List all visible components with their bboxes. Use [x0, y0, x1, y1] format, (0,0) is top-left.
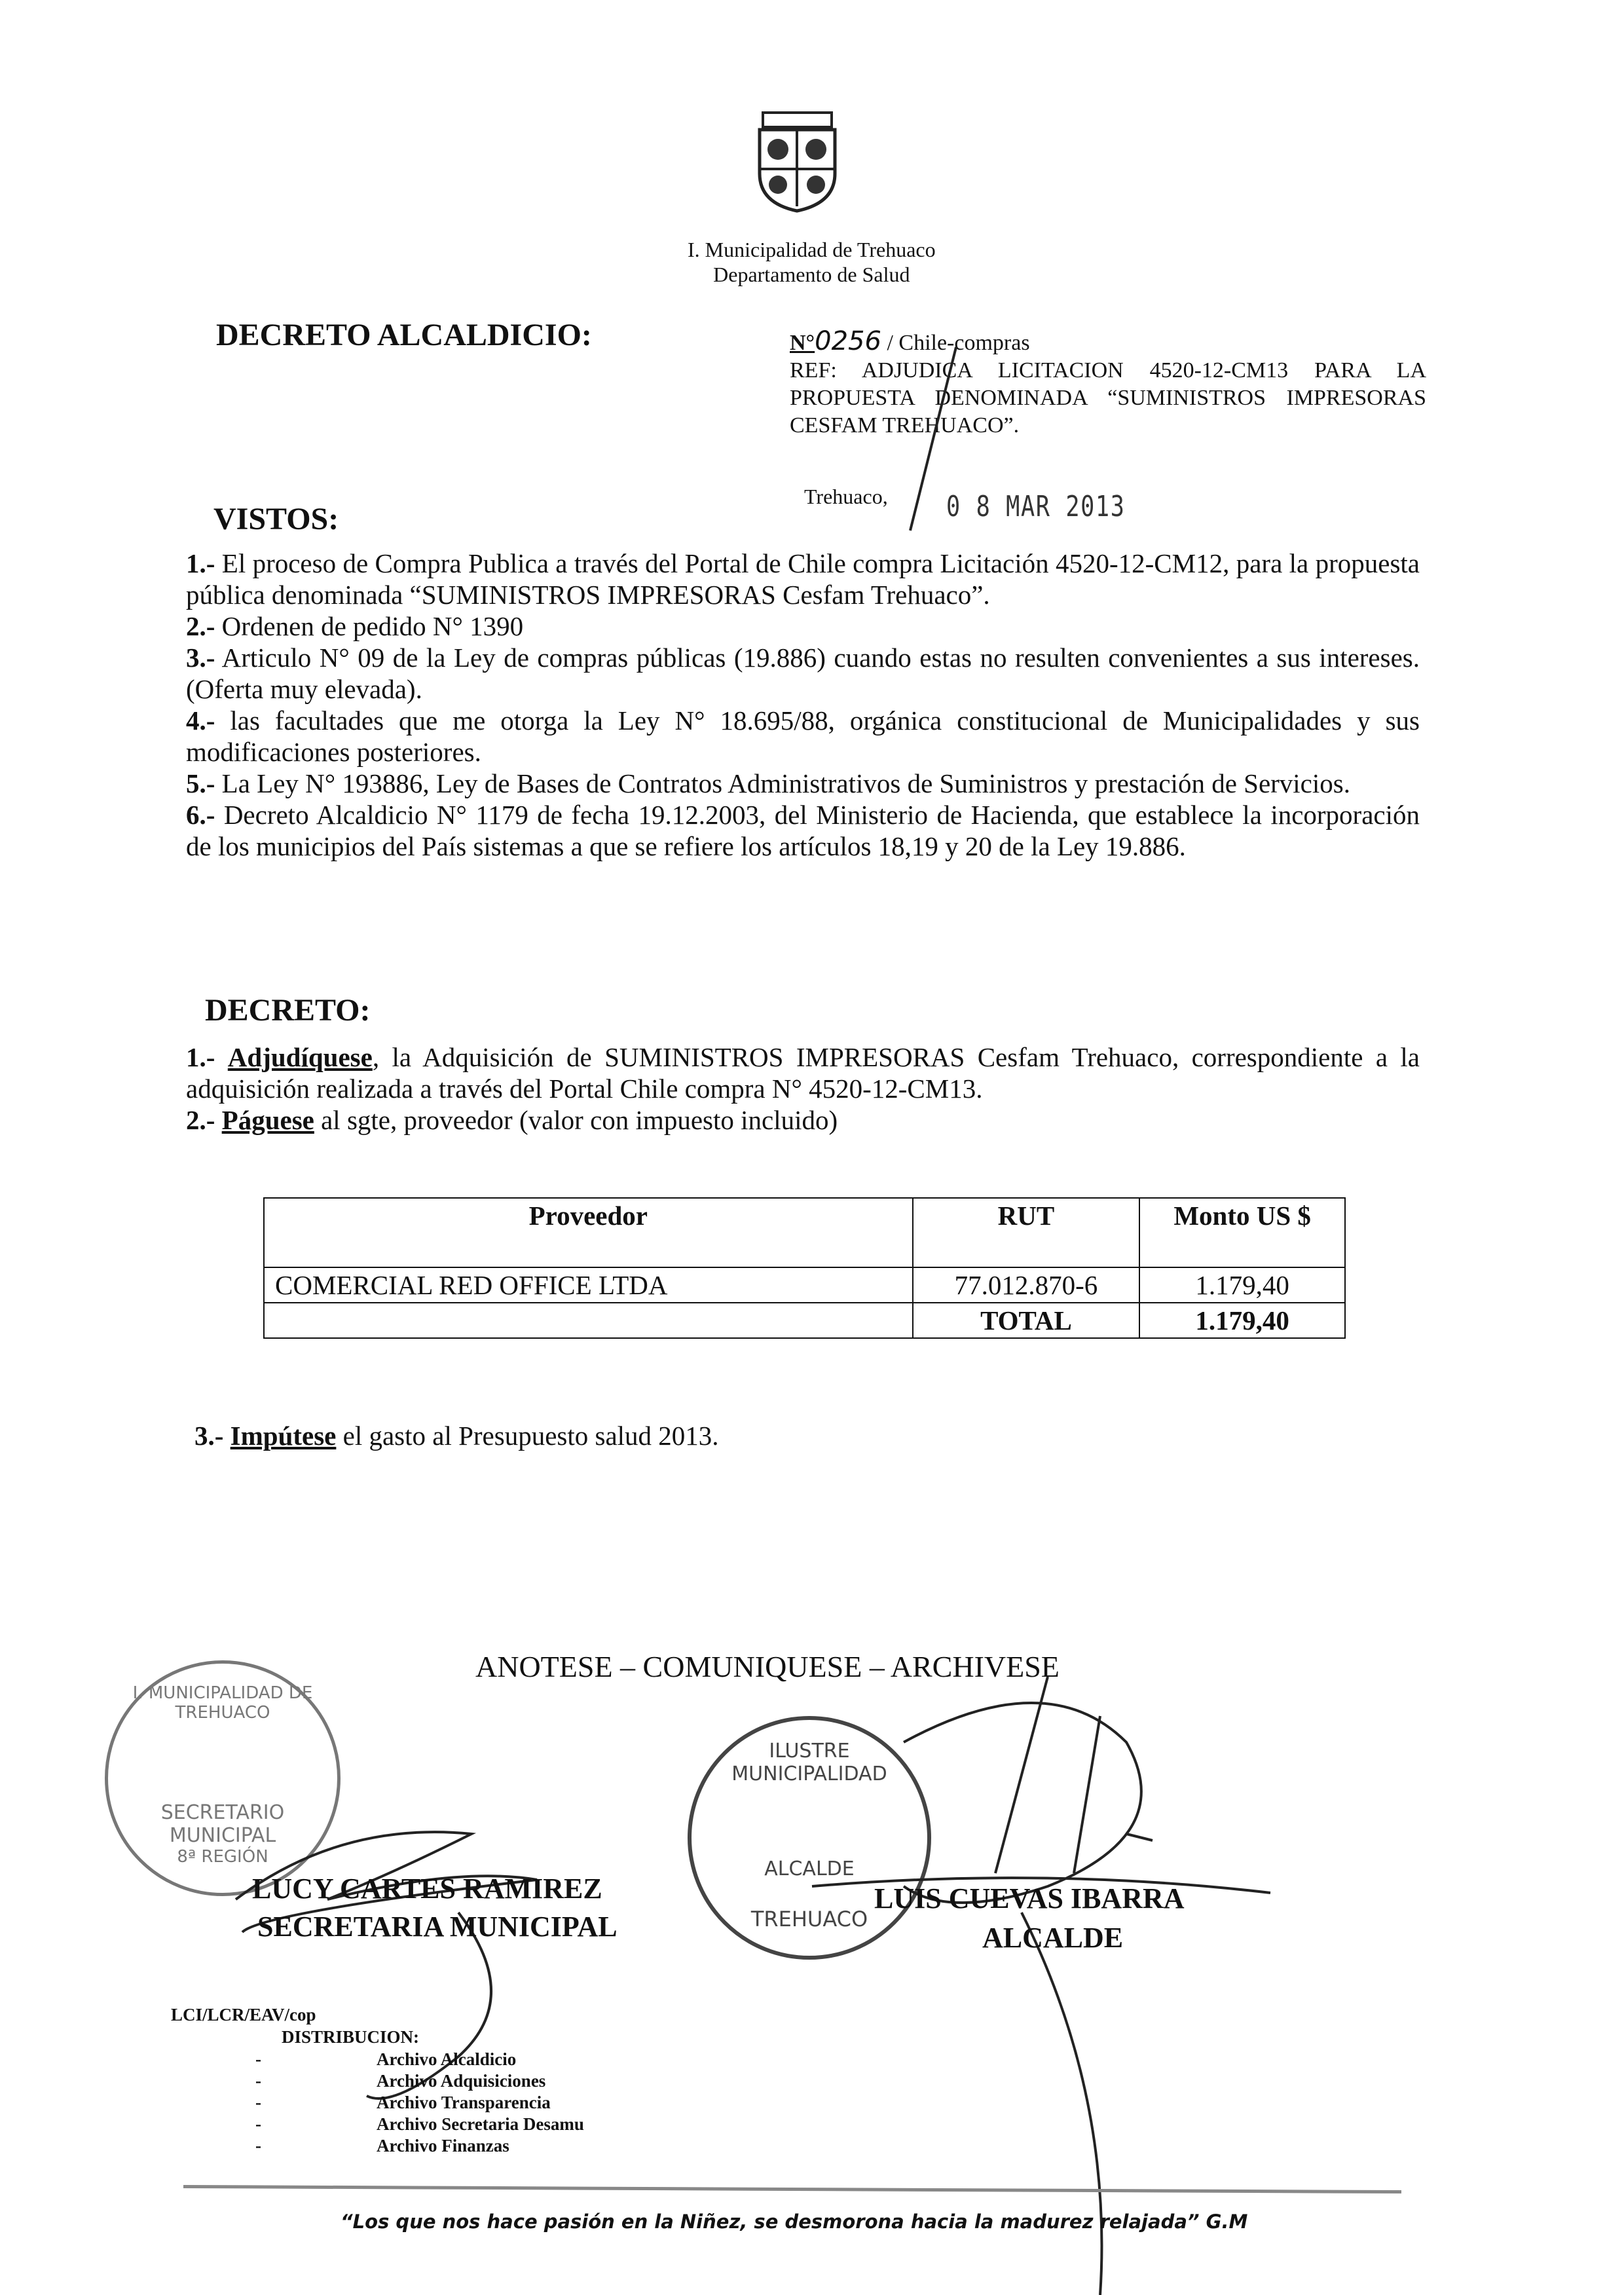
item-text: Decreto Alcaldicio N° 1179 de fecha 19.12.2003, del Ministerio de Hacienda, que establece la incorporación de los municipios del País sistemas a que se refiere los artículos 18,19 y 20 de la Ley 19.886.	[186, 800, 1420, 861]
item-number: 3.-	[194, 1421, 224, 1451]
cell-rut: 77.012.870-6	[913, 1267, 1140, 1303]
item-keyword: Adjudíquese	[227, 1042, 373, 1072]
item-text: Ordenen de pedido N° 1390	[215, 611, 524, 641]
distribution-item: - Archivo Adquisiciones	[255, 2071, 546, 2091]
distribution-item: - Archivo Transparencia	[255, 2093, 551, 2112]
item-text: Articulo N° 09 de la Ley de compras públicas (19.886) cuando estas no resulten convenientes a sus intereses. (Oferta muy elevada).	[186, 643, 1420, 704]
item-number: 1.-	[186, 548, 215, 578]
total-value: 1.179,40	[1139, 1303, 1345, 1338]
stamp-text: ILUSTRE MUNICIPALIDAD	[731, 1740, 887, 1785]
stamp-text: 8ª REGIÓN	[177, 1847, 268, 1867]
distribution-item: - Archivo Finanzas	[255, 2136, 509, 2155]
left-signatory-name: LUCY CARTES RAMIREZ	[252, 1873, 602, 1905]
header-monto: Monto US $	[1139, 1198, 1345, 1267]
right-signatory-role: ALCALDE	[982, 1922, 1124, 1954]
distribution-list	[255, 2049, 584, 2157]
left-signatory-role: SECRETARIA MUNICIPAL	[257, 1911, 618, 1943]
item-keyword: Impútese	[230, 1421, 337, 1451]
date-stamp: 0 8 MAR 2013	[946, 490, 1126, 523]
item-text: , la Adquisición de SUMINISTROS IMPRESORAS Cesfam Trehuaco, correspondiente a la adquisición realizada a través del Portal Chile compra N° 4520-12-CM13.	[186, 1042, 1420, 1104]
stamp-text: SECRETARIO MUNICIPAL	[160, 1801, 285, 1847]
document-title: DECRETO ALCALDICIO:	[216, 318, 592, 352]
stamp-text: ALCALDE	[764, 1857, 855, 1880]
distribution-item: - Archivo Alcaldicio	[255, 2049, 517, 2069]
footer-quote: “Los que nos hace pasión en la Niñez, se desmorona hacia la madurez relajada” G.M	[341, 2211, 1248, 2233]
right-signatory-name: LUIS CUEVAS IBARRA	[874, 1882, 1185, 1914]
item-text: el gasto al Presupuesto salud 2013.	[336, 1421, 719, 1451]
item-keyword: Páguese	[221, 1105, 314, 1135]
total-label: TOTAL	[913, 1303, 1140, 1338]
number-suffix: / Chile-compras	[887, 331, 1030, 355]
item-text: El proceso de Compra Publica a través del Portal de Chile compra Licitación 4520-12-CM12, para la propuesta pública denominada “SUMINISTROS IMPRESORAS Cesfam Trehuaco”.	[186, 548, 1420, 610]
cell-monto: 1.179,40	[1139, 1267, 1345, 1303]
place: Trehuaco,	[804, 485, 888, 508]
reference-text: REF: ADJUDICA LICITACION 4520-12-CM13 PARA LA PROPUESTA DENOMINADA “SUMINISTROS IMPRESORAS CESFAM TREHUACO”.	[790, 358, 1426, 438]
item-number: 6.-	[186, 800, 215, 830]
header-rut: RUT	[913, 1198, 1140, 1267]
handwritten-number: 0256	[815, 326, 881, 356]
item-number: 5.-	[186, 768, 215, 798]
distribution-item: - Archivo Secretaria Desamu	[255, 2114, 584, 2134]
closing-formula: ANOTESE – COMUNIQUESE – ARCHIVESE	[475, 1650, 1060, 1683]
stamp-text: I. MUNICIPALIDAD DE TREHUACO	[132, 1683, 313, 1723]
decreto-heading: DECRETO:	[205, 993, 371, 1028]
number-label: N°	[790, 331, 815, 355]
stamp-text: TREHUACO	[750, 1907, 868, 1931]
item-text: La Ley N° 193886, Ley de Bases de Contratos Administrativos de Suministros y prestación de Servicios.	[215, 768, 1350, 798]
item-number: 4.-	[186, 705, 215, 736]
item-number: 2.-	[186, 611, 215, 641]
header-proveedor: Proveedor	[264, 1198, 913, 1267]
item-number: 2.-	[186, 1105, 215, 1135]
vistos-heading: VISTOS:	[213, 502, 339, 536]
institution-name: I. Municipalidad de Trehuaco	[688, 238, 936, 261]
cell-proveedor: COMERCIAL RED OFFICE LTDA	[264, 1267, 913, 1303]
item-number: 1.-	[186, 1042, 215, 1072]
distribution-heading: DISTRIBUCION:	[282, 2027, 420, 2047]
department-name: Departamento de Salud	[713, 263, 910, 286]
item-text: las facultades que me otorga la Ley N° 18.695/88, orgánica constitucional de Municipalidades y sus modificaciones posteriores.	[186, 705, 1420, 767]
item-number: 3.-	[186, 643, 215, 673]
item-text: al sgte, proveedor (valor con impuesto incluido)	[314, 1105, 838, 1135]
initials: LCI/LCR/EAV/cop	[171, 2005, 316, 2024]
